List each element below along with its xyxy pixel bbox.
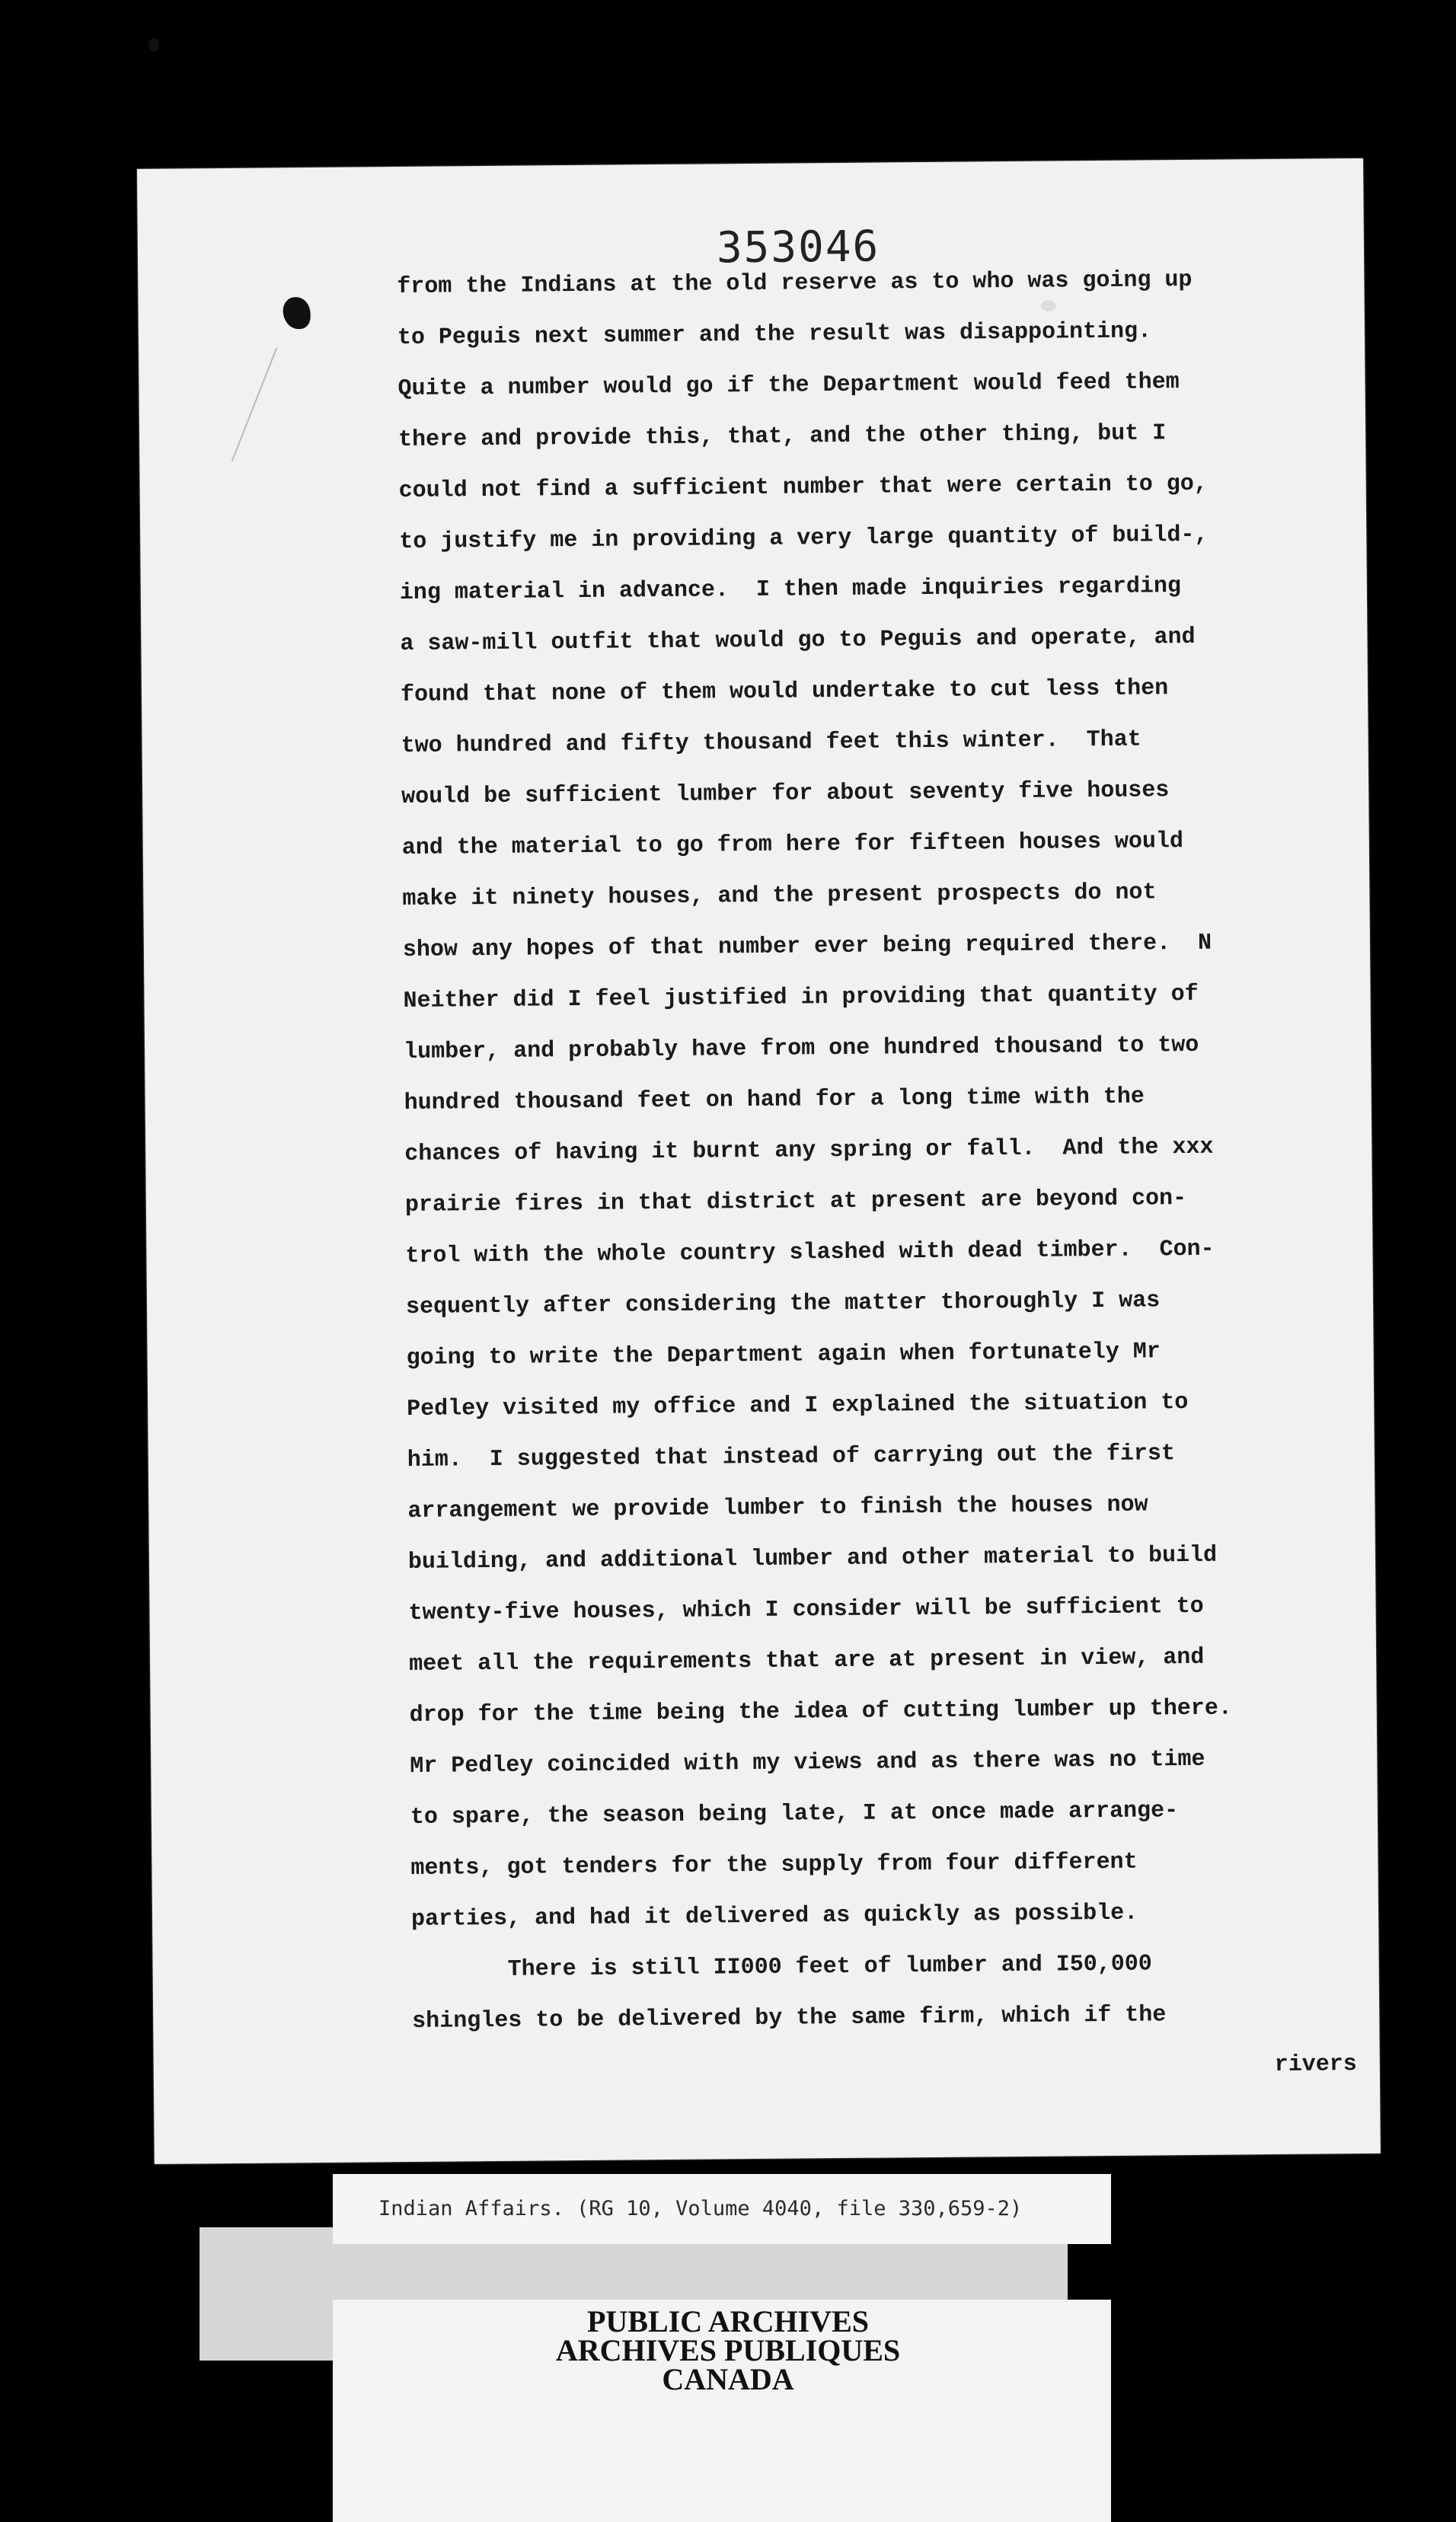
letter-line: ments, got tenders for the supply from four different: [410, 1849, 1138, 1882]
punch-hole-mark: [148, 38, 159, 52]
letter-line: to justify me in providing a very large quantity of build-,: [399, 522, 1209, 556]
letter-line: Quite a number would go if the Department would feed them: [398, 369, 1180, 403]
letter-line: going to write the Department again when fortunately Mr: [406, 1339, 1161, 1371]
letter-line: twenty-five houses, which I consider will be sufficient to: [408, 1593, 1204, 1627]
letter-line: rivers: [1274, 2051, 1357, 2079]
letter-line: shingles to be delivered by the same firm, which if the: [412, 2002, 1167, 2035]
letter-line: parties, and had it delivered as quickly as possible.: [410, 1900, 1138, 1933]
letter-line: Neither did I feel justified in providing that quantity of: [403, 981, 1199, 1014]
letter-line: There is still II000 feet of lumber and I50,000: [411, 1951, 1152, 1984]
letter-line: building, and additional lumber and other material to build: [407, 1542, 1218, 1575]
typed-letter-page: [137, 158, 1381, 2164]
letter-line: sequently after considering the matter thoroughly I was: [405, 1288, 1161, 1320]
page-number: 353046: [716, 222, 880, 273]
stamp-line-2: ARCHIVES PUBLIQUES: [555, 2333, 901, 2367]
letter-line: prairie fires in that district at present are beyond con-: [404, 1186, 1187, 1218]
letter-line: to spare, the season being late, I at once made arrange-: [410, 1798, 1179, 1831]
letter-line: ing material in advance. I then made inquiries regarding: [399, 573, 1182, 607]
letter-line: hundred thousand feet on hand for a long time with the: [404, 1084, 1145, 1116]
letter-line: drop for the time being the idea of cutting lumber up there.: [409, 1695, 1233, 1729]
letter-line: Pedley visited my office and I explained the situation to: [407, 1390, 1189, 1422]
letter-line: found that none of them would undertake to cut less then: [400, 675, 1169, 709]
stamp-line-1: PUBLIC ARCHIVES: [586, 2304, 870, 2338]
letter-line: show any hopes of that number ever being required there. N: [402, 930, 1212, 963]
page-fold-mark: [231, 347, 283, 464]
archive-stamp: [0, 2304, 1456, 2396]
letter-line: make it ninety houses, and the present prospects do not: [402, 880, 1157, 912]
letter-line: from the Indians at the old reserve as to who was going up: [397, 267, 1193, 301]
stamp-line-3: CANADA: [662, 2362, 794, 2396]
letter-line: could not find a sufficient number that were certain to go,: [398, 471, 1209, 505]
letter-body: [397, 254, 1357, 2099]
archive-reference-label: Indian Affairs. (RG 10, Volume 4040, file 330,659-2): [378, 2197, 1023, 2220]
letter-line: and the material to go from here for fifteen houses would: [401, 828, 1184, 861]
letter-line: two hundred and fifty thousand feet this winter. That: [401, 726, 1141, 760]
letter-line: trol with the whole country slashed with dead timber. Con-: [405, 1236, 1215, 1269]
letter-line: meet all the requirements that are at present in view, and: [409, 1644, 1205, 1678]
archive-label-card: [333, 2174, 1111, 2244]
letter-line: a saw-mill outfit that would go to Peguis and operate, and: [400, 624, 1196, 658]
letter-line: Mr Pedley coincided with my views and as there was no time: [410, 1746, 1205, 1780]
letter-line: lumber, and probably have from one hundred thousand to two: [403, 1032, 1199, 1065]
letter-line: there and provide this, that, and the other thing, but I: [398, 420, 1167, 454]
letter-line: chances of having it burnt any spring or fall. And the xxx: [404, 1134, 1214, 1167]
ink-blot-mark: [283, 297, 310, 329]
letter-line: would be sufficient lumber for about seventy five houses: [401, 777, 1170, 811]
letter-line: him. I suggested that instead of carrying out the first: [407, 1441, 1176, 1473]
letter-line: arrangement we provide lumber to finish the houses now: [407, 1492, 1148, 1524]
letter-line: to Peguis next summer and the result was disappointing.: [397, 318, 1152, 352]
